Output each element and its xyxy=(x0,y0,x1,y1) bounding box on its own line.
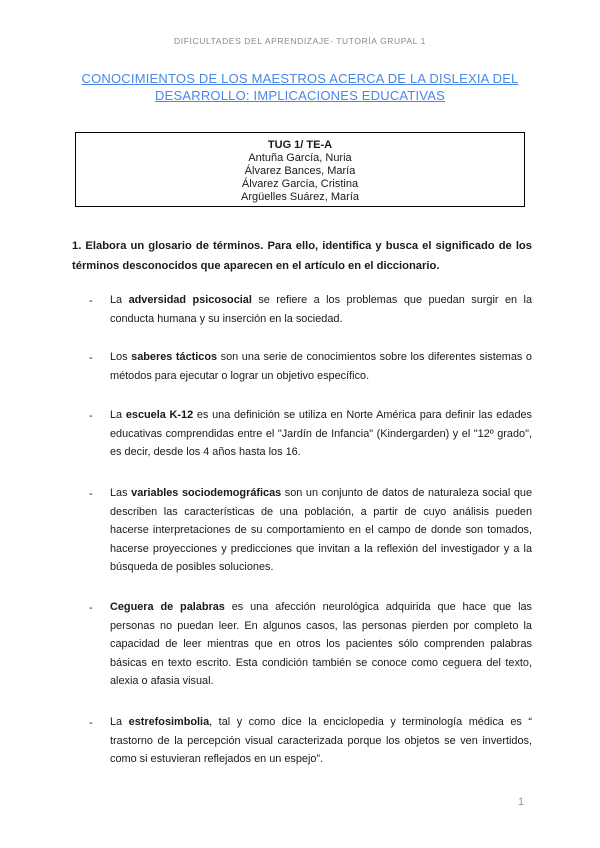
group-label: TUG 1/ TE-A xyxy=(267,139,333,151)
item-prefix: La xyxy=(110,409,126,421)
item-prefix: La xyxy=(110,716,129,728)
glossary-term: Ceguera de palabras xyxy=(110,601,225,613)
glossary-term: estrefosimbolia xyxy=(128,716,210,728)
item-definition: son una serie de conocimientos sobre los diferentes sistemas o métodos para ejecutar o lograr un objetivo específico. xyxy=(110,351,532,382)
glossary-text xyxy=(110,291,532,328)
glossary-item xyxy=(72,598,532,691)
glossary-text xyxy=(110,348,532,385)
title-line-2: DESARROLLO: IMPLICACIONES EDUCATIVAS xyxy=(155,88,445,103)
glossary-text xyxy=(110,484,532,577)
item-definition: , tal y como dice la enciclopedia y terminología médica es “ trastorno de la percepción visual caracterizada porque los objetos se ven invertidos, como si estuvieran reflejados en un espejo”. xyxy=(110,716,532,766)
glossary-text xyxy=(110,406,532,462)
glossary-term: escuela K-12 xyxy=(125,409,194,421)
author-name: Argüelles Suárez, María xyxy=(241,191,359,203)
question-heading: 1. Elabora un glosario de términos. Para ello, identifica y busca el significado de los términos desconocidos que aparecen en el artículo en el diccionario. xyxy=(72,240,532,272)
glossary-text xyxy=(110,713,532,769)
author-name: Álvarez Bances, María xyxy=(244,165,356,177)
page-number: 1 xyxy=(518,796,525,808)
item-prefix: Las xyxy=(110,487,132,499)
item-definition: es una afección neurológica adquirida que hace que las personas no puedan leer. En algunos casos, las personas pierden por completo la capacidad de leer mientras que en otros los pacientes sólo comprenden palabras básicas en texto escrito. Esta condición también se conoce como ceguera del texto, alexia o afasia visual. xyxy=(110,601,532,688)
bullet-dash: - xyxy=(89,352,93,364)
glossary-item xyxy=(72,713,532,769)
bullet-dash: - xyxy=(89,602,93,614)
item-prefix: Los xyxy=(110,351,132,363)
bullet-dash: - xyxy=(89,410,93,422)
glossary-item xyxy=(72,291,532,328)
bullet-dash: - xyxy=(89,488,93,500)
glossary-term: variables sociodemográficas xyxy=(131,487,282,499)
glossary-text xyxy=(110,598,532,691)
item-definition: se refiere a los problemas que puedan surgir en la conducta humana y su inserción en la sociedad. xyxy=(110,294,533,325)
author-name: Álvarez García, Cristina xyxy=(241,178,359,190)
title-line-1: CONOCIMIENTOS DE LOS MAESTROS ACERCA DE LA DISLEXIA DEL xyxy=(81,71,519,86)
glossary-item xyxy=(72,484,532,577)
page-header: DIFICULTADES DEL APRENDIZAJE- TUTORÍA GRUPAL 1 xyxy=(174,36,426,46)
glossary-term: saberes tácticos xyxy=(131,351,218,363)
document-title xyxy=(60,70,540,104)
bullet-dash: - xyxy=(89,717,93,729)
glossary-item xyxy=(72,348,532,385)
glossary-item xyxy=(72,406,532,462)
item-definition: son un conjunto de datos de naturaleza social que describen las características de una población, a partir de cuyo análisis pueden hacerse interpretaciones de su comportamiento en el campo de donde son tomados, hacerse proyecciones y predicciones que invitan a la reflexión del investigador y a la búsqueda de posibles soluciones. xyxy=(110,487,533,574)
authors-box xyxy=(75,132,525,207)
author-name: Antuña García, Nuria xyxy=(248,152,352,164)
glossary-term: adversidad psicosocial xyxy=(128,294,252,306)
item-prefix: La xyxy=(110,294,129,306)
item-definition: es una definición se utiliza en Norte América para definir las edades educativas comprendidas entre el "Jardín de Infancia" (Kindergarden) y el "12º grado", es decir, desde los 4 años hasta los 16. xyxy=(110,409,533,459)
bullet-dash: - xyxy=(89,295,93,307)
